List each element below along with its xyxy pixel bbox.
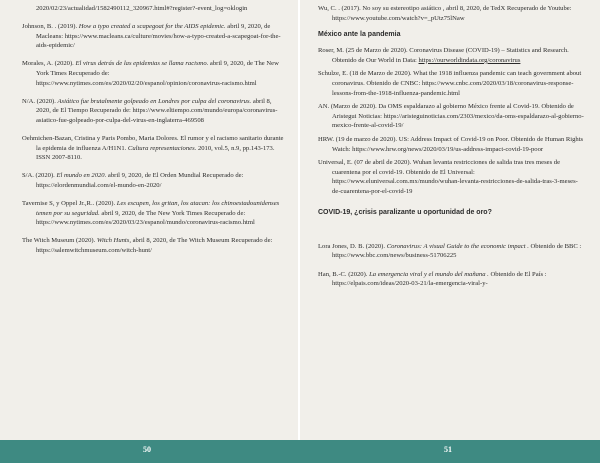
reference-entry: Oehmichen-Bazan, Cristina y Paris Pombo, Maria Dolores. El rumor y el racismo sanitario durante la epidemia de influenza A/H1N1. Cultura representaciones. 2010, vol.5, n.9, pp.143-173. ISSN 2007-8110. — [22, 134, 284, 162]
reference-entry: Roser, M. (25 de Marzo de 2020). Coronavirus Disease (COVID-19) – Statistics and Research. Obtenido de Our World in Data: https://ourworldindata.org/coronavirus — [318, 47, 569, 64]
reference-entry: Schulze, E. (18 de Marzo de 2020). What the 1918 influenza pandemic can teach government about coronavirus. Obtenido de CNBC: https://www.cnbc.com/2020/03/18/coronavirus-response-lessons-from-the-1918-influenza-pandemic.html — [318, 70, 582, 97]
left-page — [0, 0, 298, 440]
page-number-right: 51 — [444, 445, 452, 454]
section-heading-covid: COVID-19, ¿crisis paralizante u oportunidad de oro? — [318, 208, 492, 216]
reference-entry: The Witch Museum (2020). Witch Hunts, abril 8, 2020, de The Witch Museum Recuperado de: https://salemwitchmuseum.com/witch-hunt/ — [22, 237, 273, 254]
reference-entry: Universal, E. (07 de abril de 2020). Wuhan levanta restricciones de salida tras tres meses de cuarentena por el covid-19. Obtenido de El Universal: https://www.eluniversal.com.mx/mundo/wuhan-levanta-restricciones-de-salida-tras-3-meses-de-cuarentena-por-el-covid-19 — [318, 159, 578, 195]
right-page — [300, 0, 600, 440]
reference-entry: 2020/02/23/actualidad/1582490112_320967.html#?register?-event_log=oklogin — [36, 5, 248, 12]
reference-entry: S/A. (2020). El mundo en 2020. abril 9, 2020, de El Orden Mundial Recuperado de: https://elordenmundial.com/el-mundo-en-2020/ — [22, 172, 244, 189]
reference-entry: Lora Jones, D. B. (2020). Coronavirus: A visual Guide to the economic impact . Obtenido de BBC : https://www.bbc.com/news/business-51706225 — [318, 242, 582, 260]
section-heading-mexico: México ante la pandemia — [318, 31, 401, 39]
right-reference-list — [318, 4, 584, 293]
reference-entry: Han, B.-C. (2020). La emergencia viral y el mundo del mañana . Obtenido de El País : https://elpais.com/ideas/2020-03-21/la-emergencia-viral-y- — [318, 270, 547, 288]
reference-entry: Johnson, B. . (2019). How a typo created a scapegoat for the AIDS epidemic. abril 9, 2020, de Macleans: https://www.macleans.ca/culture/movies/how-a-typo-created-a-scapegoat-for-the-aids-epidemic/ — [22, 23, 281, 50]
reference-link[interactable]: https://ourworldindata.org/coronavirus — [418, 56, 521, 64]
reference-entry: AN. (Marzo de 2020). Da OMS espaldarazo al gobierno México frente al Covid-19. Obtenido de Aristegui Noticias: https://aristeguinoticias.com/2303/mexico/da-oms-espaldarazo-al-gobierno-mexico-frente-al-covid-19/ — [318, 103, 584, 130]
reference-entry: N/A. (2020). Asiático fue brutalmente golpeado en Londres por culpa del coronavirus. abril 8, 2020, de El Tiempo Recuperado de: https://www.eltiempo.com/mundo/europa/coronavirus-asiatico-fue-golpeado-por-culpa-del-virus-en-inglaterra-469508 — [22, 97, 278, 124]
reference-entry: Wu, C. . (2017). No soy su estereotipo asiático , abril 8, 2020, de TedX Recuperado de Youtube: https://www.youtube.com/watch?v=_pUtz75lNaw — [318, 5, 572, 22]
footer-band — [0, 440, 600, 463]
reference-entry: Tavernise S, y Oppel Jr.,R.. (2020). Les escupen, los gritan, los atacan: los chinoestadounidenses temen por su seguridad. abril 9, 2020, de The New York Times Recuperado de: https://www.nytimes.com/es/2020/03/23/espanol/mundo/coronavirus-racismo.html — [22, 199, 280, 227]
page-number-left: 50 — [143, 445, 151, 454]
reference-entry: Morales, A. (2020). El virus detrás de las epidemias se llama racismo. abril 9, 2020, de The New York Times Recuperado de: https://www.nytimes.com/es/2020/02/20/espanol/opinion/coronavirus-racismo.html — [22, 60, 279, 87]
reference-entry: HRW. (19 de marzo de 2020). US: Address Impact of Covid-19 on Poor. Obtenido de Human Rights Watch: https://www.hrw.org/news/2020/03/19/us-address-impact-covid-19-poor — [318, 135, 584, 153]
left-reference-list — [22, 4, 284, 264]
